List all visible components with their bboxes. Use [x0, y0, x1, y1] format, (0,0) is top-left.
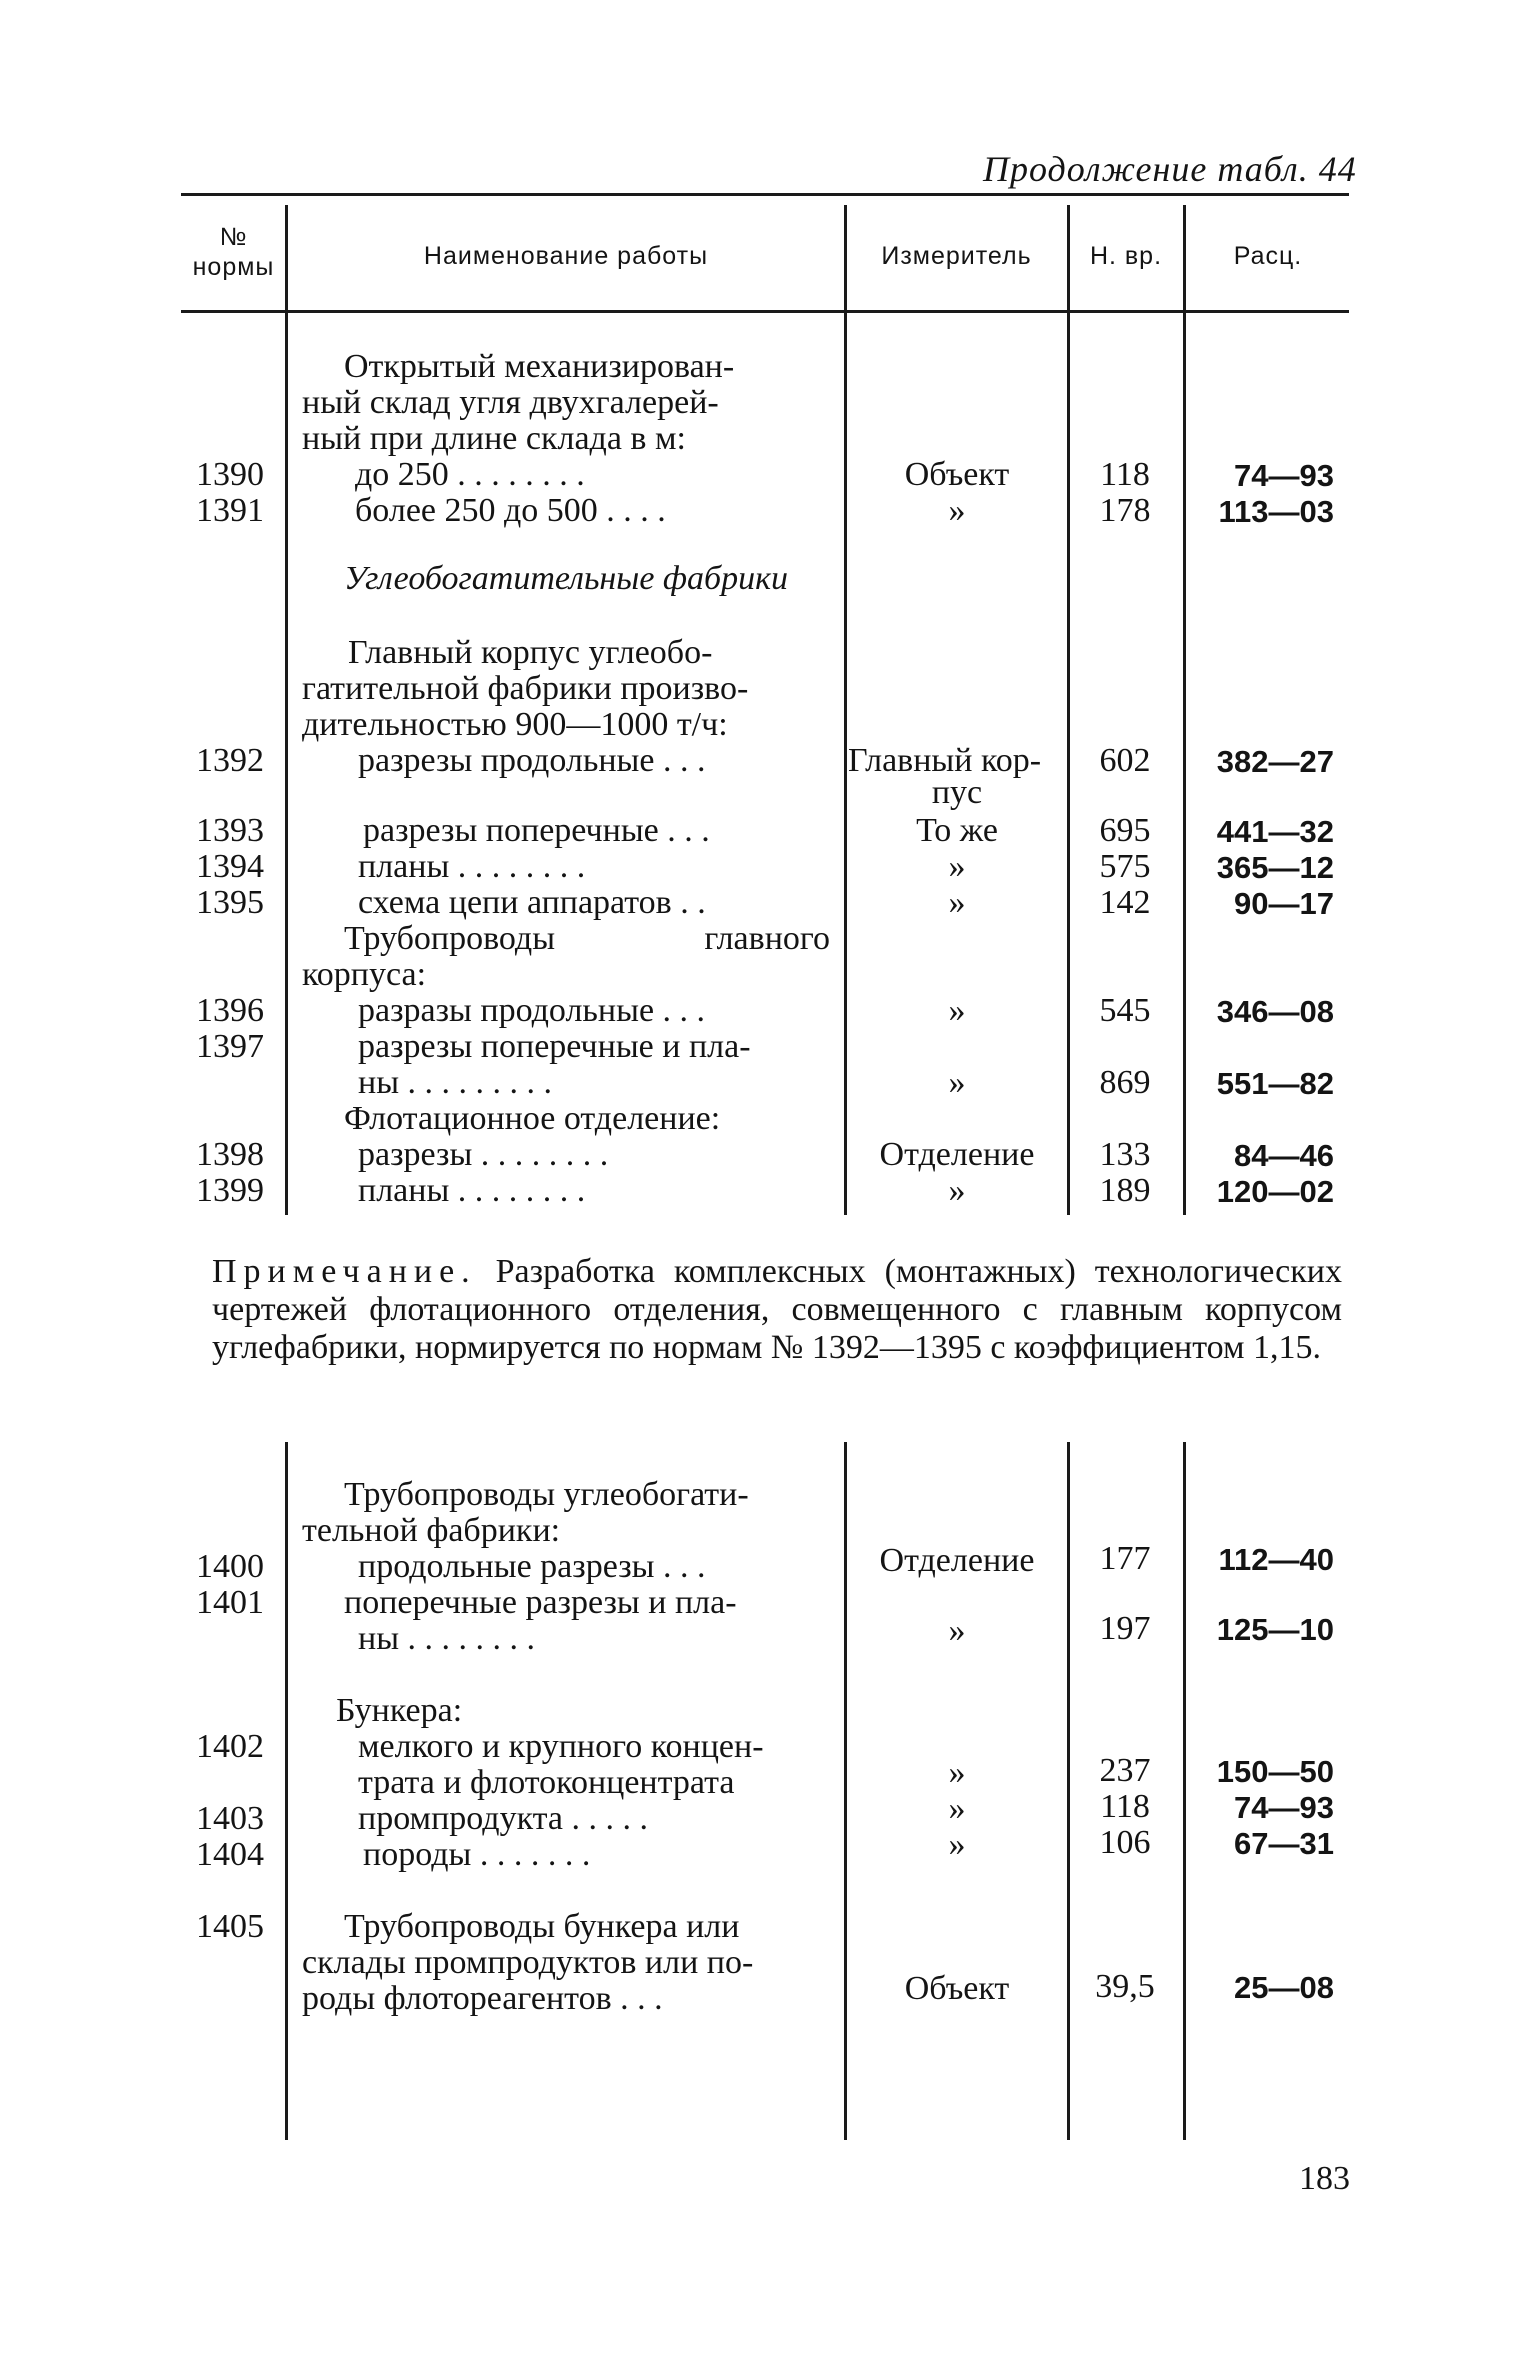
- section-subheading: Углеобогатительные фабрики: [344, 560, 789, 597]
- group-text: Флотационное отделение:: [344, 1100, 721, 1137]
- group-text: дительностью 900—1000 т/ч:: [302, 706, 728, 743]
- header-rate: Расц.: [1233, 242, 1303, 270]
- time-norm: 106: [1099, 1824, 1151, 1861]
- time-norm: 39,5: [1095, 1968, 1155, 2005]
- group-text: ный склад угля двухгалерей-: [302, 384, 719, 421]
- header-num-label: нормы: [192, 253, 275, 281]
- rate-value: 84—46: [1234, 1138, 1334, 1173]
- table-caption: Продолжение табл. 44: [983, 149, 1357, 189]
- column-divider: [285, 1442, 288, 2140]
- norm-number: 1399: [196, 1172, 264, 1209]
- unit-value: Главный кор-: [848, 742, 1042, 779]
- time-norm: 237: [1099, 1752, 1151, 1789]
- work-name-continuation: ны . . . . . . . .: [358, 1620, 536, 1657]
- work-name: разрезы поперечные и пла-: [358, 1028, 751, 1065]
- note-text: Разработка комплексных (монтажных) технологических чертежей флотационного отделения, совмещенного с главным корпусом углефабрики, нормируется по нормам № 1392—1395 с коэффициентом 1,15.: [212, 1253, 1342, 1366]
- norm-number: 1393: [196, 812, 264, 849]
- rate-value: 382—27: [1216, 744, 1334, 779]
- norm-number: 1391: [196, 492, 264, 529]
- work-name: породы . . . . . . .: [363, 1836, 591, 1873]
- unit-value: »: [948, 492, 966, 529]
- norm-number: 1395: [196, 884, 264, 921]
- rate-value: 125—10: [1216, 1612, 1334, 1647]
- group-text: ный при длине склада в м:: [302, 420, 686, 457]
- rate-value: 112—40: [1218, 1542, 1334, 1577]
- rate-value: 74—93: [1234, 1790, 1334, 1825]
- norm-number: 1398: [196, 1136, 264, 1173]
- work-name-continuation: роды флотореагентов . . .: [302, 1980, 663, 2017]
- rate-value: 365—12: [1216, 850, 1334, 885]
- note-label: Примечание.: [212, 1253, 477, 1290]
- group-text: Главный корпус углеобо-: [348, 634, 713, 671]
- group-text: гатительной фабрики произво-: [302, 670, 749, 707]
- header-time: Н. вр.: [1089, 242, 1163, 270]
- unit-value: »: [948, 1612, 966, 1649]
- work-name: промпродукта . . . . .: [358, 1800, 649, 1837]
- time-norm: 189: [1099, 1172, 1151, 1209]
- rate-value: 67—31: [1234, 1826, 1334, 1861]
- rate-value: 113—03: [1218, 494, 1334, 529]
- norm-number: 1402: [196, 1728, 264, 1765]
- work-name: мелкого и крупного концен-: [358, 1728, 764, 1765]
- norm-number: 1392: [196, 742, 264, 779]
- unit-value: Объект: [904, 1970, 1010, 2007]
- norm-number: 1404: [196, 1836, 264, 1873]
- unit-value: »: [948, 1790, 966, 1827]
- work-name: разразы продольные . . .: [358, 992, 706, 1029]
- time-norm: 118: [1100, 456, 1150, 493]
- work-name: разрезы поперечные . . .: [363, 812, 710, 849]
- header-num-symbol: №: [219, 223, 248, 251]
- time-norm: 178: [1099, 492, 1151, 529]
- norm-number: 1390: [196, 456, 264, 493]
- group-text: тельной фабрики:: [302, 1512, 561, 1549]
- group-text: корпуса:: [302, 956, 427, 993]
- page-number: 183: [1299, 2160, 1350, 2197]
- time-norm: 133: [1099, 1136, 1151, 1173]
- work-name: планы . . . . . . . .: [358, 1172, 586, 1209]
- unit-value: »: [948, 1064, 966, 1101]
- work-name: схема цепи аппаратов . .: [358, 884, 706, 921]
- unit-value-continuation: пус: [931, 774, 983, 811]
- time-norm: 177: [1099, 1540, 1151, 1577]
- rate-value: 551—82: [1216, 1066, 1334, 1101]
- time-norm: 197: [1099, 1610, 1151, 1647]
- time-norm: 869: [1099, 1064, 1151, 1101]
- unit-value: »: [948, 992, 966, 1029]
- group-text: Открытый механизирован-: [344, 348, 735, 385]
- table-header-rule: [181, 310, 1349, 313]
- work-name: разрезы . . . . . . . .: [358, 1136, 609, 1173]
- unit-value: »: [948, 1172, 966, 1209]
- header-unit: Измеритель: [881, 242, 1032, 270]
- norm-number: 1401: [196, 1584, 264, 1621]
- group-text: Трубопроводы главного: [344, 920, 830, 957]
- norm-number: 1394: [196, 848, 264, 885]
- unit-value: Отделение: [879, 1542, 1035, 1579]
- work-name: поперечные разрезы и пла-: [344, 1584, 737, 1621]
- rate-value: 25—08: [1234, 1970, 1334, 2005]
- time-norm: 142: [1099, 884, 1151, 921]
- rate-value: 90—17: [1234, 886, 1334, 921]
- unit-value: То же: [916, 812, 998, 849]
- time-norm: 602: [1099, 742, 1151, 779]
- column-divider: [285, 205, 288, 1215]
- group-text: Трубопроводы углеобогати-: [344, 1476, 749, 1513]
- work-name: разрезы продольные . . .: [358, 742, 706, 779]
- norm-number: 1405: [196, 1908, 264, 1945]
- header-name: Наименование работы: [423, 242, 709, 270]
- rate-value: 346—08: [1216, 994, 1334, 1029]
- time-norm: 575: [1099, 848, 1151, 885]
- work-name-continuation: склады промпродуктов или по-: [302, 1944, 754, 1981]
- header-num: [186, 222, 281, 282]
- time-norm: 118: [1100, 1788, 1150, 1825]
- norm-number: 1400: [196, 1548, 264, 1585]
- column-divider: [1183, 205, 1186, 1215]
- group-text: Бункера:: [336, 1692, 463, 1729]
- norm-number: 1396: [196, 992, 264, 1029]
- rate-value: 120—02: [1216, 1174, 1334, 1209]
- norm-number: 1397: [196, 1028, 264, 1065]
- work-name-continuation: трата и флотоконцентрата: [358, 1764, 735, 1801]
- table-top-rule: [181, 193, 1349, 196]
- work-name: Трубопроводы бункера или: [344, 1908, 740, 1945]
- time-norm: 695: [1099, 812, 1151, 849]
- rate-value: 441—32: [1216, 814, 1334, 849]
- unit-value: »: [948, 884, 966, 921]
- work-name: более 250 до 500 . . . .: [355, 492, 666, 529]
- work-name: до 250 . . . . . . . .: [355, 456, 585, 493]
- time-norm: 545: [1099, 992, 1151, 1029]
- unit-value: »: [948, 848, 966, 885]
- work-name: планы . . . . . . . .: [358, 848, 586, 885]
- unit-value: Отделение: [879, 1136, 1035, 1173]
- rate-value: 150—50: [1216, 1754, 1334, 1789]
- norm-number: 1403: [196, 1800, 264, 1837]
- unit-value: »: [948, 1754, 966, 1791]
- column-divider: [844, 1442, 847, 2140]
- unit-value: »: [948, 1826, 966, 1863]
- unit-value: Объект: [904, 456, 1010, 493]
- rate-value: 74—93: [1234, 458, 1334, 493]
- column-divider: [844, 205, 847, 1215]
- work-name: продольные разрезы . . .: [358, 1548, 706, 1585]
- table-note: [212, 1253, 1342, 1367]
- work-name-continuation: ны . . . . . . . . .: [358, 1064, 553, 1101]
